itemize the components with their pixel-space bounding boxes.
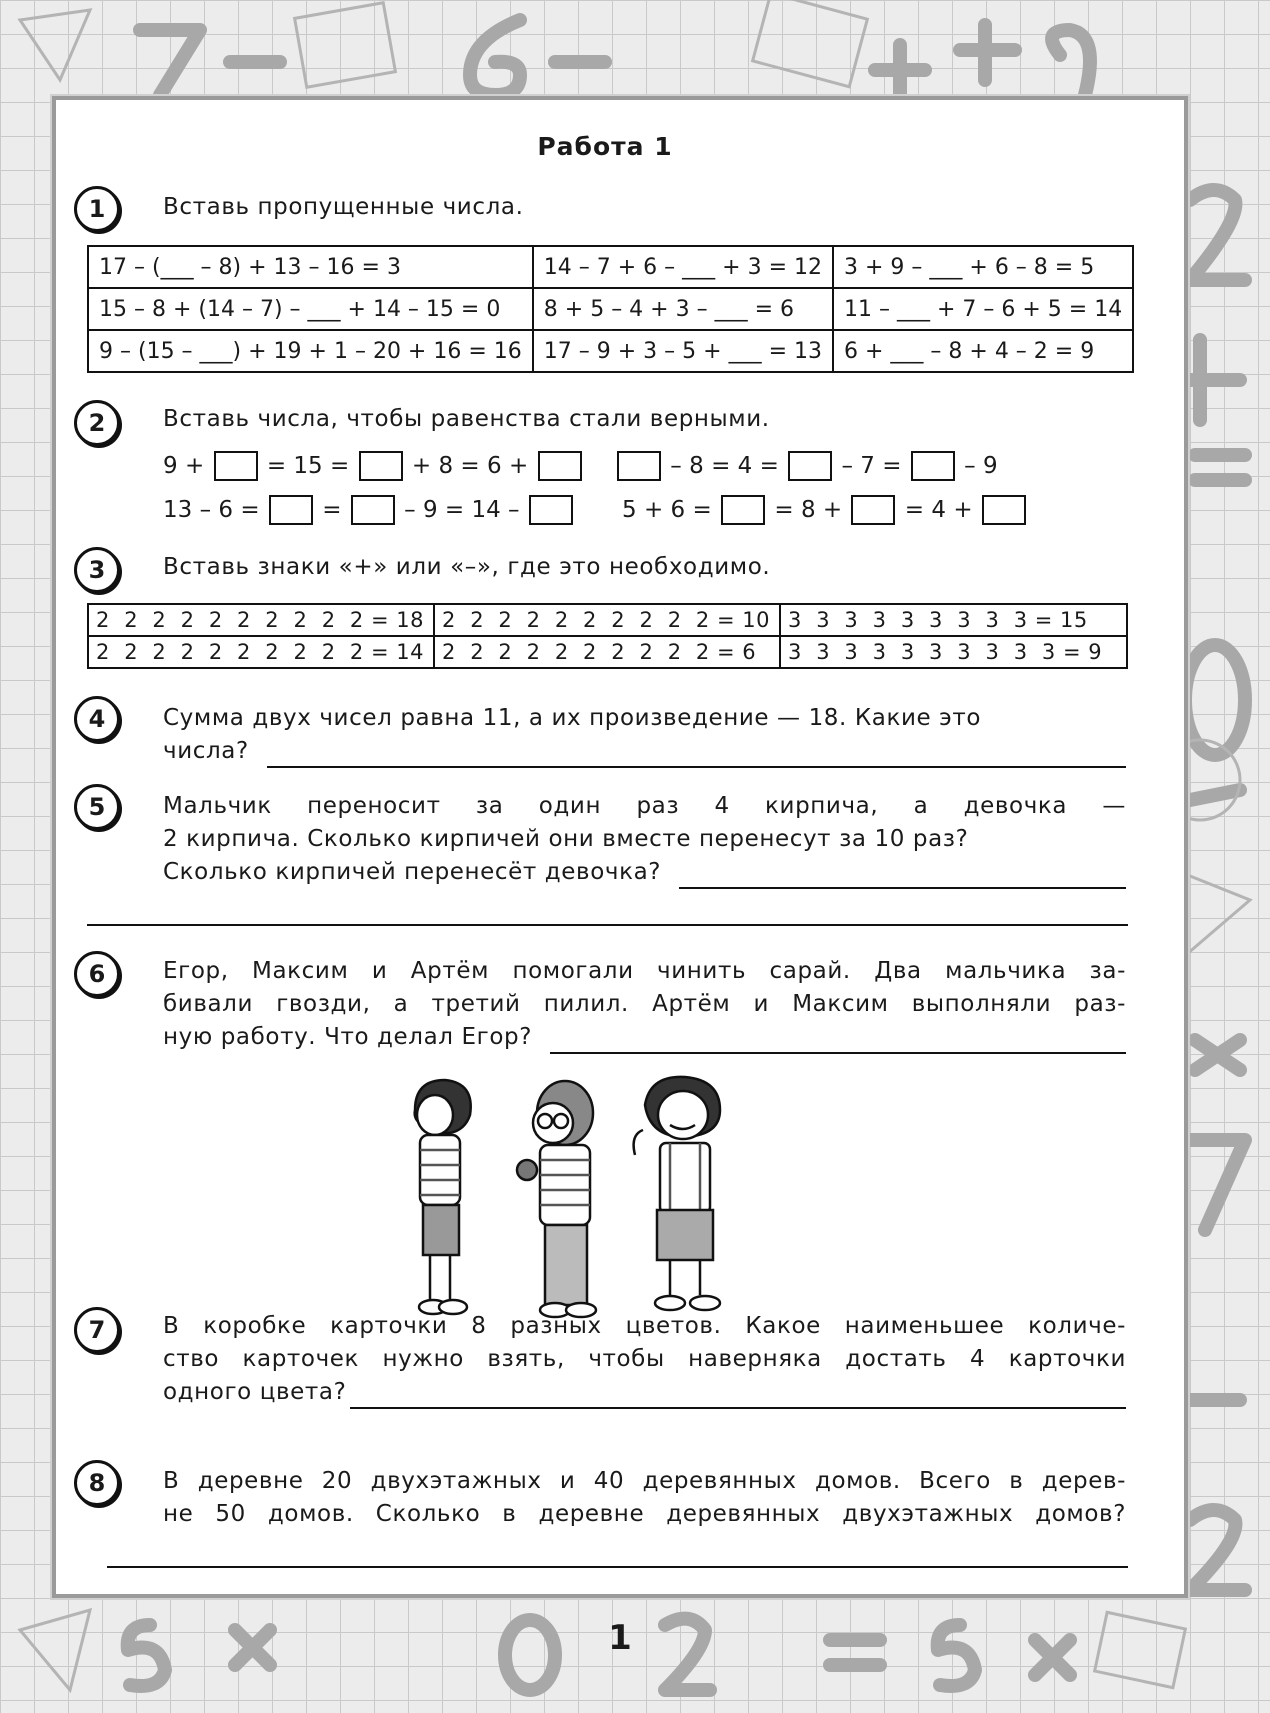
task-4-line: Сумма двух чисел равна 11, а их произведение — 18. Какие это — [163, 705, 982, 731]
task-3-number: 3 — [74, 547, 120, 593]
task-5-text — [163, 790, 1126, 889]
task-7-line: ство карточек нужно взять, чтобы наверняка достать 4 карточки — [163, 1346, 1126, 1372]
equation-text: – 8 = 4 = — [663, 453, 787, 479]
answer-box[interactable] — [788, 451, 832, 481]
page-title: Работа 1 — [537, 132, 673, 161]
answer-box[interactable] — [269, 495, 313, 525]
task-3-cell[interactable]: 3 3 3 3 3 3 3 3 3 3 = 9 — [780, 636, 1127, 668]
task-1-cell[interactable]: 17 – (___ – 8) + 13 – 16 = 3 — [88, 246, 533, 288]
task-8-text — [163, 1465, 1126, 1531]
task-1-cell[interactable]: 3 + 9 – ___ + 6 – 8 = 5 — [833, 246, 1133, 288]
task-5-number: 5 — [74, 784, 120, 830]
task-1-cell[interactable]: 8 + 5 – 4 + 3 – ___ = 6 — [533, 288, 833, 330]
page-number: 1 — [608, 1618, 632, 1658]
answer-line[interactable] — [87, 924, 1128, 926]
task-3-table — [87, 603, 1128, 669]
task-5-line: 2 кирпича. Сколько кирпичей они вместе перенесут за 10 раз? — [163, 826, 969, 852]
task-1-cell[interactable]: 14 – 7 + 6 – ___ + 3 = 12 — [533, 246, 833, 288]
equation-text: = 15 = — [259, 453, 357, 479]
task-3-cell[interactable]: 2 2 2 2 2 2 2 2 2 2 = 10 — [434, 604, 780, 636]
task-6-text — [163, 955, 1126, 1054]
equation-text: + 8 = 6 + — [404, 453, 536, 479]
answer-box[interactable] — [617, 451, 661, 481]
task-7-number: 7 — [74, 1307, 120, 1353]
equation-text: = 8 + — [767, 497, 850, 523]
answer-box[interactable] — [538, 451, 582, 481]
three-boys-illustration — [405, 1075, 805, 1325]
task-2-equation-1 — [163, 451, 584, 481]
task-7-line: одного цвета? — [163, 1379, 347, 1405]
equation-text: 9 + — [163, 453, 212, 479]
equation-text: = 4 + — [897, 497, 980, 523]
answer-line[interactable] — [107, 1566, 1128, 1568]
boy-artyom — [634, 1077, 720, 1310]
task-7-line: В коробке карточки 8 разных цветов. Какое наименьшее количе- — [163, 1313, 1126, 1339]
task-3-cell[interactable]: 3 3 3 3 3 3 3 3 3 = 15 — [780, 604, 1127, 636]
boy-egor — [415, 1080, 471, 1314]
answer-box[interactable] — [214, 451, 258, 481]
task-1-cell[interactable]: 17 – 9 + 3 – 5 + ___ = 13 — [533, 330, 833, 372]
equation-text: = — [314, 497, 349, 523]
answer-line[interactable] — [267, 744, 1126, 768]
task-1-text — [163, 191, 1126, 224]
boy-maxim — [517, 1081, 596, 1317]
task-8-line: В деревне 20 двухэтажных и 40 деревянных домов. Всего в дерев- — [163, 1468, 1126, 1494]
answer-box[interactable] — [721, 495, 765, 525]
task-2-number: 2 — [74, 400, 120, 446]
task-5-line: Мальчик переносит за один раз 4 кирпича, а девочка — — [163, 793, 1126, 819]
task-1-cell[interactable]: 11 – ___ + 7 – 6 + 5 = 14 — [833, 288, 1133, 330]
task-4-line: числа? — [163, 738, 249, 764]
task-5-line: Сколько кирпичей перенесёт девочка? — [163, 859, 662, 885]
task-6-line: ную работу. Что делал Егор? — [163, 1024, 533, 1050]
equation-text: – 9 = 14 – — [396, 497, 527, 523]
equation-text: 5 + 6 = — [622, 497, 720, 523]
answer-line[interactable] — [679, 865, 1126, 889]
equation-text: – 7 = — [834, 453, 909, 479]
task-4-number: 4 — [74, 696, 120, 742]
answer-box[interactable] — [351, 495, 395, 525]
answer-box[interactable] — [359, 451, 403, 481]
task-1-cell[interactable]: 6 + ___ – 8 + 4 – 2 = 9 — [833, 330, 1133, 372]
equation-text: – 9 — [956, 453, 998, 479]
task-2-instruction: Вставь числа, чтобы равенства стали верными. — [163, 406, 770, 432]
answer-box[interactable] — [851, 495, 895, 525]
answer-line[interactable] — [350, 1385, 1126, 1409]
task-1-cell[interactable]: 15 – 8 + (14 – 7) – ___ + 14 – 15 = 0 — [88, 288, 533, 330]
task-3-text — [163, 551, 1126, 584]
task-2-equation-3 — [163, 495, 575, 525]
answer-line[interactable] — [550, 1030, 1126, 1054]
task-3-cell[interactable]: 2 2 2 2 2 2 2 2 2 2 = 6 — [434, 636, 780, 668]
task-2-equation-4 — [622, 495, 1028, 525]
task-1-number: 1 — [74, 186, 120, 232]
task-2-text — [163, 403, 1126, 436]
task-6-line: Егор, Максим и Артём помогали чинить сарай. Два мальчика за- — [163, 958, 1126, 984]
task-1-table — [87, 245, 1134, 373]
task-2-equation-2 — [615, 451, 998, 481]
answer-box[interactable] — [529, 495, 573, 525]
equation-text: 13 – 6 = — [163, 497, 267, 523]
task-8-number: 8 — [74, 1460, 120, 1506]
answer-box[interactable] — [911, 451, 955, 481]
task-7-text — [163, 1310, 1126, 1409]
task-1-cell[interactable]: 9 – (15 – ___) + 19 + 1 – 20 + 16 = 16 — [88, 330, 533, 372]
answer-box[interactable] — [982, 495, 1026, 525]
task-8-line: не 50 домов. Сколько в деревне деревянных двухэтажных домов? — [163, 1501, 1126, 1527]
task-3-cell[interactable]: 2 2 2 2 2 2 2 2 2 2 = 18 — [88, 604, 434, 636]
task-3-instruction: Вставь знаки «+» или «–», где это необходимо. — [163, 554, 771, 580]
task-6-number: 6 — [74, 951, 120, 997]
task-6-line: бивали гвозди, а третий пилил. Артём и Максим выполняли раз- — [163, 991, 1126, 1017]
task-3-cell[interactable]: 2 2 2 2 2 2 2 2 2 2 = 14 — [88, 636, 434, 668]
task-1-instruction: Вставь пропущенные числа. — [163, 194, 524, 220]
task-4-text — [163, 702, 1126, 768]
